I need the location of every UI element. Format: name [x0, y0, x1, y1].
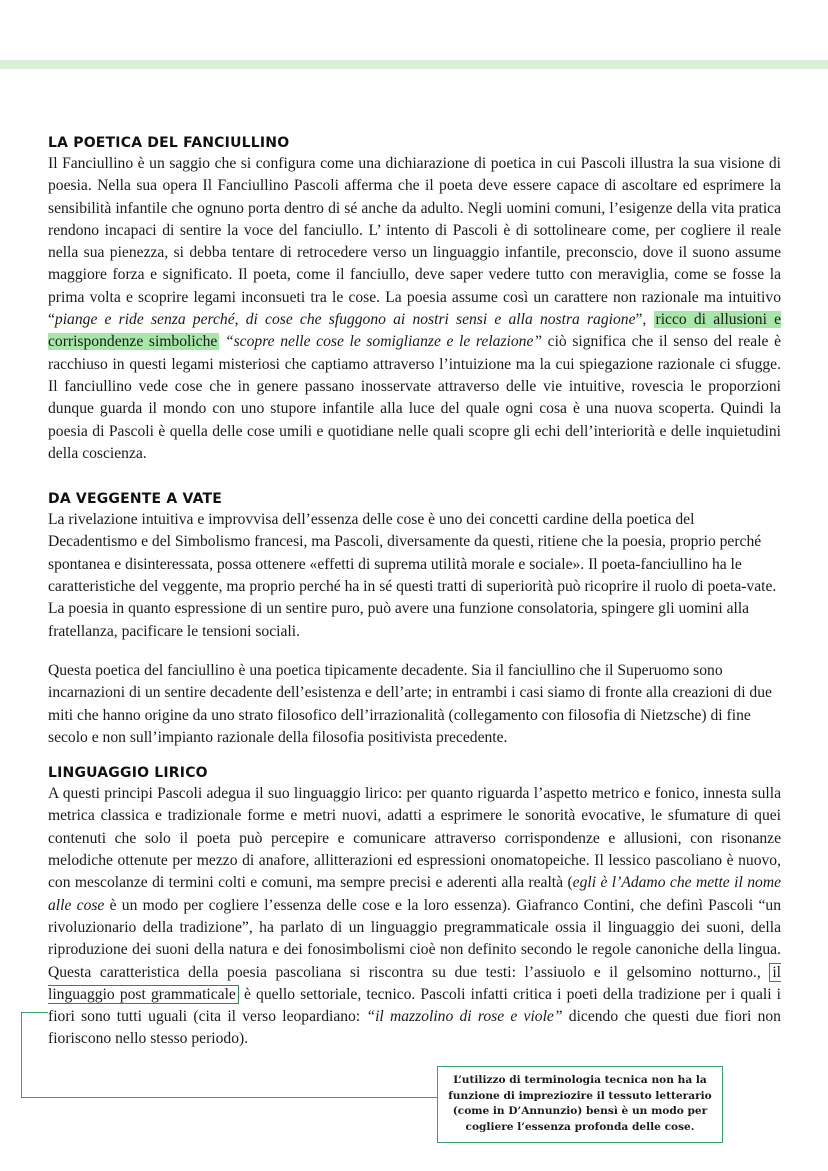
section-poetica-decadente — [48, 660, 781, 749]
text-run: è un modo per cogliere l’essenza delle cose e la loro essenza). Giafranco Contini, che definì Pascoli “un rivoluzionario della tradizione”, ha parlato di un linguaggio pregrammaticale ossia il linguaggio dei suoni, della riproduzione dei suoni della natura e dei fonosimbolismi cioè non definito secondo le regole canoniche della lingua. Questa caratteristica della poesia pascoliana si riscontra su due testi: l’assiuolo e il gelsomino notturno., — [48, 896, 781, 981]
section-heading: LINGUAGGIO LIRICO — [48, 765, 208, 782]
text-run: ”, — [635, 311, 654, 329]
text-run: A questi principi Pascoli adegua il suo linguaggio lirico: per quanto riguarda l’aspetto metrico e fonico, innesta sulla metrica classica e tradizionale forme e metri nuovi, adatti a esprimere le sonorità evocative, le sfumature di quei contenuti che solo il poeta può percepire e comunicare attraverso corrispondenze e allusioni, con risonanze melodiche ottenute per mezzo di anafore, allitterazioni ed espressioni onomatopeiche. Il lessico pascoliano è nuovo, con mescolanze di termini colti e comuni, ma sempre precisi e aderenti alla realtà ( — [48, 785, 781, 892]
boxed-term: il linguaggio post grammaticale — [48, 963, 781, 1003]
quote: piange e ride senza perché, di cose che sfuggono ai nostri sensi e alla nostra ragione — [54, 311, 636, 329]
section-heading: DA VEGGENTE A VATE — [48, 491, 223, 508]
document-body — [48, 133, 781, 1051]
paragraph — [48, 153, 781, 465]
quote: “il mazzolino di rose e viole” — [366, 1008, 563, 1026]
top-decorative-band — [0, 60, 828, 69]
annotation-connector — [21, 1012, 48, 1013]
section-linguaggio-lirico — [48, 763, 781, 1051]
highlighted-text: ricco di allusioni e corrispondenze simboliche — [48, 311, 782, 351]
section-poetica-fanciullino — [48, 133, 781, 465]
quote: egli è l’Adamo che mette il nome alle cose — [48, 874, 782, 914]
paragraph — [48, 783, 781, 1051]
text-run: Il Fanciullino è un saggio che si configura come una dichiarazione di poetica in cui Pascoli illustra la sua visione di poesia. Nella sua opera Il Fanciullino Pascoli afferma che il poeta deve essere capace di ascoltare ed esprimere la sensibilità infantile che ognuno porta dentro di sé anche da adulto. Negli uomini comuni, l’esigenze della vita pratica rendono incapaci di sentire la voce del fanciullo. L’ intento di Pascoli è di sottolineare come, per cogliere il reale nella sua pienezza, si debba tentare di retrocedere verso un linguaggio infantile, preconscio, dove il suono assume maggiore forza e significato. Il poeta, come il fanciullo, deve saper vedere tutto con meraviglia, come se fosse la prima volta e scoprire legami inconsueti tra le cose. La poesia assume così un carattere non razionale ma intuitivo “ — [48, 155, 781, 329]
annotation-connector — [21, 1012, 22, 1098]
paragraph: Questa poetica del fanciullino è una poetica tipicamente decadente. Sia il fanciullino che il Superuomo sono incarnazioni di un sentire decadente dell’esistenza e dell’arte; in entrambi i casi siamo di fronte alla creazioni di due miti che hanno origine da uno strato filosofico dell’irrazionalità (collegamento con filosofia di Nietzsche) di fine secolo e non sull’impianto razionale della filosofia positivista precedente. — [48, 661, 772, 746]
text-run: è quello settoriale, tecnico. Pascoli infatti critica i poeti della tradizione per i quali i fiori sono tutti uguali (cita il verso leopardiano: — [48, 985, 781, 1026]
paragraph: La rivelazione intuitiva e improvvisa dell’essenza delle cose è uno dei concetti cardine della poetica del Decadentismo e del Simbolismo francesi, ma Pascoli, diversamente da questi, ritiene che la poesia, proprio perché spontanea e disinteressata, possa ottenere «effetti di suprema utilità morale e sociale». Il poeta-fanciullino ha le caratteristiche del veggente, ma proprio perché ha in sé questi tratti di superiorità può ricoprire il ruolo di poeta-vate. La poesia in quanto espressione di un sentire puro, può avere una funzione consolatoria, spingere gli uomini alla fratellanza, pacificare le tensioni sociali. — [48, 511, 777, 640]
annotation-connector — [21, 1097, 437, 1098]
annotation-note: L’utilizzo di terminologia tecnica non ha la funzione di impreziozire il tessuto letterario (come in D’Annunzio) bensì è un modo per cogliere l’essenza profonda delle cose. — [437, 1066, 723, 1143]
section-veggente-vate — [48, 489, 781, 643]
section-heading: LA POETICA DEL FANCIULLINO — [48, 135, 290, 151]
text-run: ciò significa che il senso del reale è racchiuso in questi legami misteriosi che captiamo attraverso l’intuizione ma la cui spiegazione razionale ci sfugge. Il fanciullino vede cose che in genere passano inosservate attraverso delle vie intuitive, rovescia le proporzioni dunque guarda il mondo con uno stupore infantile alla luce del quale ogni cosa è una nuova scoperta. Quindi la poesia di Pascoli è quella delle cose umili e quotidiane nelle quali scopre gli echi dell’interiorità e delle inquietudini della coscienza. — [48, 333, 781, 462]
text-run: dicendo che questi due fiori non fioriscono nello stesso periodo). — [48, 1008, 781, 1048]
quote: “scopre nelle cose le somiglianze e le relazione” — [224, 333, 543, 351]
